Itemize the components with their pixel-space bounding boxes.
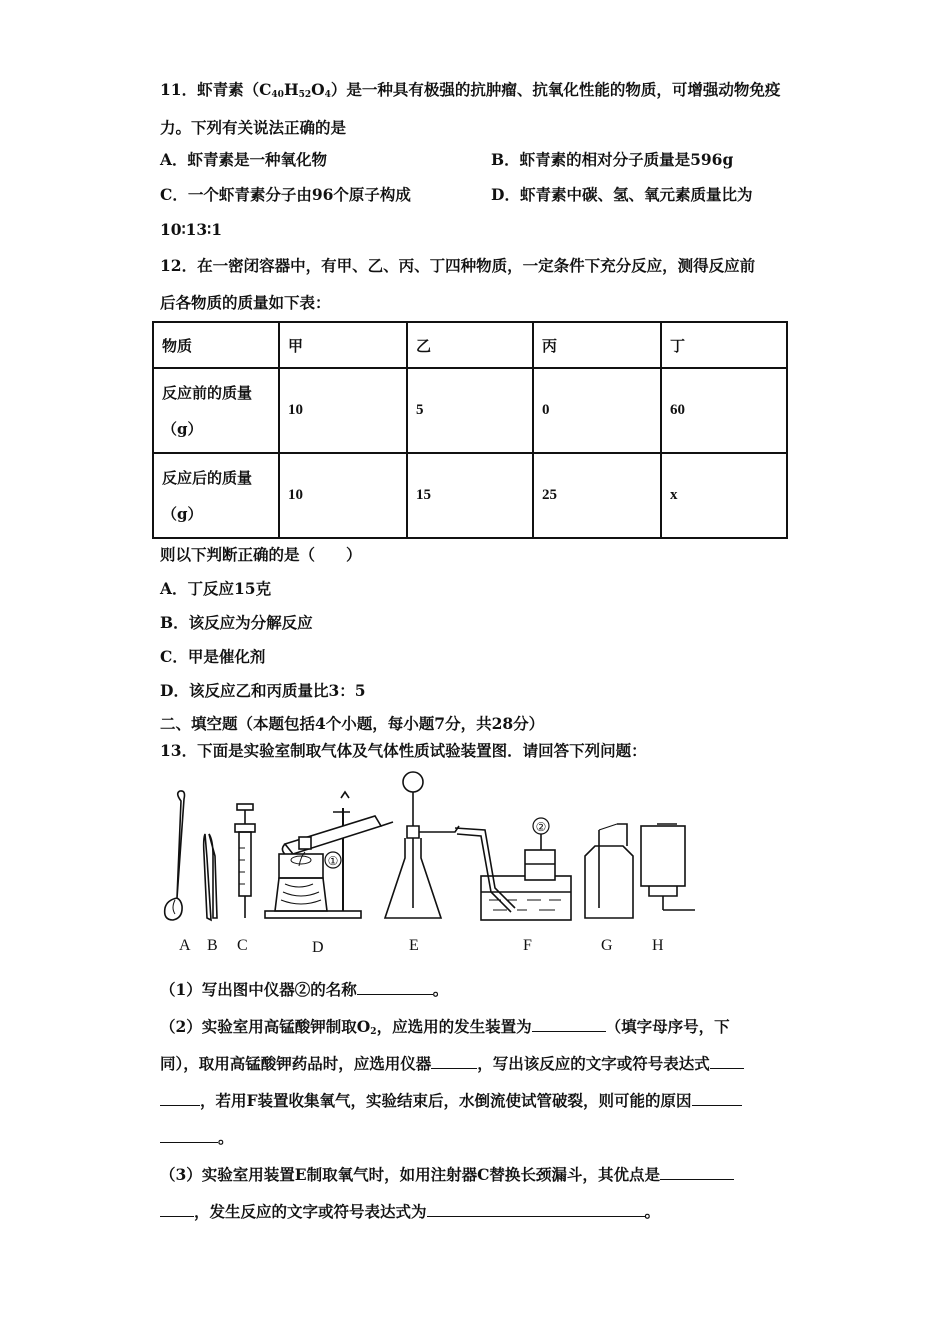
q13-part3-line2-text: ，发生反应的文字或符号表达式为	[194, 1202, 427, 1221]
formula-o-sub: 4	[324, 90, 331, 100]
q13-part2-text-a: （2）实验室用高锰酸钾制取O	[160, 1017, 371, 1036]
q13-part2-end: 。	[218, 1128, 234, 1147]
table-cell: 10	[279, 368, 407, 453]
q13-part2-line3	[160, 1089, 742, 1111]
q13-part3-end: 。	[644, 1202, 661, 1221]
o2-subscript: 2	[370, 1027, 377, 1037]
answer-blank[interactable]	[160, 1202, 194, 1217]
q12-option-b: B．该反应为分解反应	[160, 613, 313, 632]
q11-option-d: D．虾青素中碳、氢、氧元素质量比为	[491, 185, 753, 204]
table-row-before	[153, 368, 787, 453]
syringe-icon	[235, 804, 255, 918]
figure-mark-1: ①	[327, 854, 339, 868]
answer-blank[interactable]	[357, 980, 433, 995]
answer-blank[interactable]	[532, 1017, 606, 1032]
answer-blank[interactable]	[710, 1054, 744, 1069]
q11-stem-line2: 力。下列有关说法正确的是	[160, 118, 347, 137]
figure-label-b: B	[207, 937, 218, 954]
row-label-line1: 反应前的质量	[162, 383, 253, 402]
figure-label-d: D	[312, 939, 324, 956]
figure-label-h: H	[652, 937, 664, 954]
apparatus-figure	[155, 768, 715, 958]
q12-option-c: C．甲是催化剂	[160, 647, 266, 666]
table-cell: 25	[533, 453, 661, 538]
answer-blank[interactable]	[692, 1091, 742, 1106]
mass-table	[152, 321, 788, 539]
q11-stem-suffix: ）是一种具有极强的抗肿瘤、抗氧化性能的物质，可增强动物免疫	[330, 80, 781, 99]
figure-label-e: E	[409, 937, 419, 954]
q11-option-b: B．虾青素的相对分子质量是596g	[491, 150, 734, 169]
q12-option-a: A．丁反应15克	[160, 579, 272, 598]
formula-h: H	[283, 80, 299, 99]
figure-label-a: A	[179, 937, 191, 954]
table-header-cell: 乙	[407, 322, 533, 368]
q13-part2-line2-b: ，写出该反应的文字或符号表达式	[477, 1054, 710, 1073]
figure-label-f: F	[523, 937, 532, 954]
table-header-cell: 物质	[153, 322, 279, 368]
q13-part1-text: （1）写出图中仪器②的名称	[160, 980, 357, 999]
table-cell: x	[661, 453, 787, 538]
q12-stem-line1: 12．在一密闭容器中，有甲、乙、丙、丁四种物质，一定条件下充分反应，测得反应前	[160, 256, 756, 275]
q13-part3-text-a: （3）实验室用装置E制取氧气时，如用注射器C替换长颈漏斗，其优点是	[160, 1165, 660, 1184]
answer-blank[interactable]	[160, 1091, 200, 1106]
tweezers-icon	[204, 834, 217, 920]
table-row-label	[153, 453, 279, 538]
table-cell: 5	[407, 368, 533, 453]
q13-part2-line2	[160, 1052, 744, 1074]
row-label-line2: （g）	[162, 419, 203, 438]
q13-part1-end: 。	[432, 980, 449, 999]
q13-part3-line2	[160, 1200, 660, 1222]
q13-part3-line1	[160, 1163, 734, 1185]
q13-part2-text-b: ，应选用的发生装置为	[376, 1017, 532, 1036]
figure-mark-2: ②	[535, 820, 547, 834]
q11-option-c: C．一个虾青素分子由96个原子构成	[160, 185, 411, 204]
answer-blank[interactable]	[160, 1128, 218, 1143]
q11-stem-line1	[160, 78, 780, 100]
table-row-after	[153, 453, 787, 538]
answer-blank[interactable]	[660, 1165, 734, 1180]
table-header-cell: 丙	[533, 322, 661, 368]
row-label-line1: 反应后的质量	[162, 468, 253, 487]
q11-option-a: A．虾青素是一种氧化物	[160, 150, 328, 169]
formula-h-sub: 52	[298, 90, 312, 100]
inverted-bottle-icon	[641, 824, 695, 910]
heating-apparatus-icon	[265, 792, 393, 918]
q13-part2-line3-text: ，若用F装置收集氧气，实验结束后，水倒流使试管破裂，则可能的原因	[200, 1091, 692, 1110]
q13-part2-line2-a: 同），取用高锰酸钾药品时，应选用仪器	[160, 1054, 432, 1073]
table-cell: 0	[533, 368, 661, 453]
row-label-line2: （g）	[162, 504, 203, 523]
table-header-cell: 甲	[279, 322, 407, 368]
q11-stem-prefix: 11．虾青素（C	[160, 80, 272, 99]
q13-part2-text-c: （填字母序号，下	[605, 1017, 730, 1036]
table-cell: 60	[661, 368, 787, 453]
q13-intro: 13．下面是实验室制取气体及气体性质试验装置图．请回答下列问题：	[160, 741, 647, 760]
gas-bottle-icon	[585, 824, 633, 918]
q12-stem-line2: 后各物质的质量如下表：	[160, 293, 331, 312]
answer-blank[interactable]	[427, 1202, 645, 1217]
table-header-row	[153, 322, 787, 368]
q13-part1	[160, 978, 448, 1000]
medicine-spoon-icon	[165, 791, 185, 920]
figure-label-g: G	[601, 937, 613, 954]
figure-label-c: C	[237, 937, 248, 954]
q12-question: 则以下判断正确的是（ ）	[160, 545, 362, 564]
q12-option-d: D．该反应乙和丙质量比3：5	[160, 681, 366, 700]
table-cell: 10	[279, 453, 407, 538]
q13-part2-line4	[160, 1126, 234, 1148]
conical-flask-icon	[385, 772, 515, 918]
table-row-label	[153, 368, 279, 453]
formula-c-sub: 40	[271, 90, 284, 100]
table-header-cell: 丁	[661, 322, 787, 368]
table-cell: 15	[407, 453, 533, 538]
water-trough-icon	[481, 818, 571, 920]
section-title: 二、填空题（本题包括4个小题，每小题7分，共28分）	[160, 714, 545, 733]
answer-blank[interactable]	[431, 1054, 477, 1069]
formula-o: O	[311, 80, 325, 99]
q13-part2-line1	[160, 1015, 730, 1037]
q11-option-d-cont: 10∶13∶1	[160, 220, 222, 239]
